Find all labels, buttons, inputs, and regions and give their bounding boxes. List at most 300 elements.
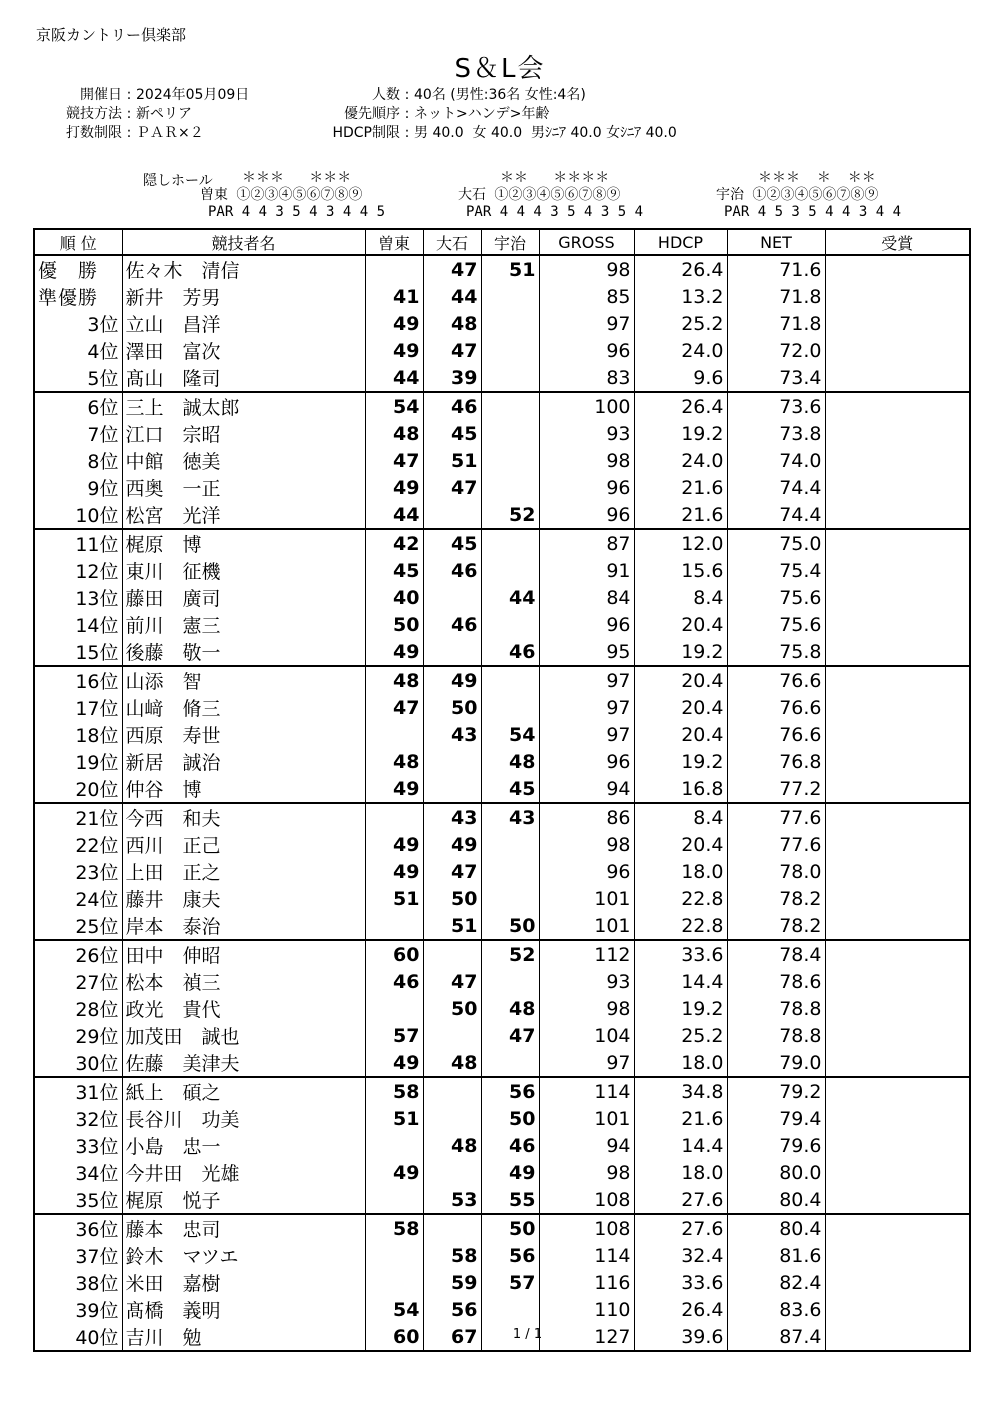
award-cell xyxy=(825,694,970,721)
score-uji xyxy=(481,694,539,721)
gross-cell: 83 xyxy=(539,364,634,392)
hdcp-cell: 22.8 xyxy=(634,885,727,912)
rank-cell: 8位 xyxy=(34,447,122,474)
gross-cell: 96 xyxy=(539,858,634,885)
rank-cell: 18位 xyxy=(34,721,122,748)
award-cell xyxy=(825,310,970,337)
player-name: 後藤 敬一 xyxy=(122,638,365,666)
info-value: 新ペリア xyxy=(136,106,192,122)
score-oishi: 50 xyxy=(423,694,481,721)
player-name: 立山 昌洋 xyxy=(122,310,365,337)
info-value: ネット>ハンデ>年齢 xyxy=(414,106,550,122)
rank-cell: 13位 xyxy=(34,584,122,611)
score-sotou: 48 xyxy=(365,748,423,775)
score-uji: 50 xyxy=(481,912,539,940)
score-sotou: 58 xyxy=(365,1077,423,1105)
player-name: 新井 芳男 xyxy=(122,283,365,310)
score-oishi: 47 xyxy=(423,474,481,501)
rank-cell: 6位 xyxy=(34,392,122,420)
gross-cell: 97 xyxy=(539,721,634,748)
hidden-hole-label: 隠しホール xyxy=(143,173,213,189)
hdcp-cell: 16.8 xyxy=(634,775,727,803)
score-uji: 45 xyxy=(481,775,539,803)
net-cell: 87.4 xyxy=(727,1323,825,1351)
score-sotou: 47 xyxy=(365,447,423,474)
player-name: 上田 正之 xyxy=(122,858,365,885)
net-cell: 79.0 xyxy=(727,1049,825,1077)
table-row xyxy=(34,1242,970,1269)
score-oishi: 47 xyxy=(423,255,481,283)
score-uji: 43 xyxy=(481,803,539,831)
player-name: 西奥 一正 xyxy=(122,474,365,501)
course-par: PAR 4 4 4 3 5 4 3 5 4 xyxy=(466,204,644,220)
hdcp-cell: 15.6 xyxy=(634,557,727,584)
score-sotou: 51 xyxy=(365,885,423,912)
table-row xyxy=(34,1296,970,1323)
results-body xyxy=(34,255,970,1351)
score-uji: 52 xyxy=(481,501,539,529)
net-cell: 77.6 xyxy=(727,803,825,831)
rank-cell: 26位 xyxy=(34,940,122,968)
info-value: 40名 (男性:36名 女性:4名) xyxy=(414,87,586,103)
score-uji: 54 xyxy=(481,721,539,748)
net-cell: 79.6 xyxy=(727,1132,825,1159)
hdcp-cell: 19.2 xyxy=(634,748,727,775)
table-row xyxy=(34,337,970,364)
award-cell xyxy=(825,803,970,831)
gross-cell: 98 xyxy=(539,1159,634,1186)
hdcp-cell: 18.0 xyxy=(634,1049,727,1077)
info-label: 競技方法 xyxy=(66,106,122,122)
table-row xyxy=(34,1022,970,1049)
header-4: 大石 xyxy=(423,229,481,255)
rank-cell: 31位 xyxy=(34,1077,122,1105)
score-sotou: 54 xyxy=(365,1296,423,1323)
table-row xyxy=(34,611,970,638)
results-table xyxy=(33,228,971,1352)
score-oishi: 47 xyxy=(423,337,481,364)
score-oishi: 46 xyxy=(423,611,481,638)
award-cell xyxy=(825,1022,970,1049)
player-name: 吉川 勉 xyxy=(122,1323,365,1351)
net-cell: 82.4 xyxy=(727,1269,825,1296)
rank-cell: 7位 xyxy=(34,420,122,447)
award-cell xyxy=(825,337,970,364)
net-cell: 73.4 xyxy=(727,364,825,392)
net-cell: 81.6 xyxy=(727,1242,825,1269)
net-cell: 75.4 xyxy=(727,557,825,584)
gross-cell: 97 xyxy=(539,1049,634,1077)
score-sotou xyxy=(365,912,423,940)
rank-cell: 準優勝 xyxy=(34,283,122,310)
gross-cell: 94 xyxy=(539,1132,634,1159)
rank-cell: 11位 xyxy=(34,529,122,557)
rank-cell: 34位 xyxy=(34,1159,122,1186)
header-2: 競技者名 xyxy=(122,229,365,255)
hdcp-cell: 33.6 xyxy=(634,940,727,968)
hdcp-cell: 20.4 xyxy=(634,831,727,858)
gross-cell: 114 xyxy=(539,1077,634,1105)
table-row xyxy=(34,858,970,885)
header-9: 受賞 xyxy=(825,229,970,255)
rank-cell: 32位 xyxy=(34,1105,122,1132)
table-row xyxy=(34,748,970,775)
player-name: 仲谷 博 xyxy=(122,775,365,803)
hdcp-cell: 19.2 xyxy=(634,638,727,666)
info-label: 優先順序 xyxy=(344,106,400,122)
table-row xyxy=(34,447,970,474)
hdcp-cell: 19.2 xyxy=(634,995,727,1022)
net-cell: 77.6 xyxy=(727,831,825,858)
rank-cell: 29位 xyxy=(34,1022,122,1049)
player-name: 今西 和夫 xyxy=(122,803,365,831)
score-uji xyxy=(481,885,539,912)
course-holes: 宇治 ①②③④⑤⑥⑦⑧⑨ xyxy=(716,187,879,203)
info-value: 2024年05月09日 xyxy=(136,87,250,103)
hdcp-cell: 18.0 xyxy=(634,858,727,885)
rank-cell: 10位 xyxy=(34,501,122,529)
rank-cell: 39位 xyxy=(34,1296,122,1323)
player-name: 政光 貴代 xyxy=(122,995,365,1022)
table-row xyxy=(34,283,970,310)
net-cell: 71.8 xyxy=(727,310,825,337)
score-oishi: 59 xyxy=(423,1269,481,1296)
score-oishi: 45 xyxy=(423,529,481,557)
table-row xyxy=(34,364,970,392)
player-name: 藤田 廣司 xyxy=(122,584,365,611)
award-cell xyxy=(825,748,970,775)
net-cell: 79.4 xyxy=(727,1105,825,1132)
hdcp-cell: 18.0 xyxy=(634,1159,727,1186)
hdcp-cell: 14.4 xyxy=(634,1132,727,1159)
gross-cell: 94 xyxy=(539,775,634,803)
header-8: NET xyxy=(727,229,825,255)
gross-cell: 96 xyxy=(539,748,634,775)
score-oishi xyxy=(423,1105,481,1132)
hdcp-cell: 22.8 xyxy=(634,912,727,940)
gross-cell: 96 xyxy=(539,474,634,501)
award-cell xyxy=(825,666,970,694)
net-cell: 74.4 xyxy=(727,474,825,501)
score-uji xyxy=(481,666,539,694)
hdcp-cell: 26.4 xyxy=(634,392,727,420)
net-cell: 78.0 xyxy=(727,858,825,885)
hdcp-cell: 26.4 xyxy=(634,1296,727,1323)
hdcp-cell: 14.4 xyxy=(634,968,727,995)
score-sotou xyxy=(365,255,423,283)
gross-cell: 101 xyxy=(539,912,634,940)
net-cell: 76.8 xyxy=(727,748,825,775)
award-cell xyxy=(825,1049,970,1077)
hdcp-cell: 26.4 xyxy=(634,255,727,283)
net-cell: 72.0 xyxy=(727,337,825,364)
score-uji: 57 xyxy=(481,1269,539,1296)
net-cell: 78.8 xyxy=(727,995,825,1022)
score-oishi: 50 xyxy=(423,885,481,912)
player-name: 藤井 康夫 xyxy=(122,885,365,912)
header-6: GROSS xyxy=(539,229,634,255)
score-sotou: 46 xyxy=(365,968,423,995)
score-oishi xyxy=(423,748,481,775)
header-7: HDCP xyxy=(634,229,727,255)
hdcp-cell: 34.8 xyxy=(634,1077,727,1105)
gross-cell: 98 xyxy=(539,831,634,858)
gross-cell: 93 xyxy=(539,968,634,995)
table-row xyxy=(34,831,970,858)
score-uji: 50 xyxy=(481,1105,539,1132)
table-row xyxy=(34,940,970,968)
info-row xyxy=(300,105,677,124)
award-cell xyxy=(825,858,970,885)
rank-cell: 38位 xyxy=(34,1269,122,1296)
table-row xyxy=(34,420,970,447)
rank-cell: 12位 xyxy=(34,557,122,584)
player-name: 山添 智 xyxy=(122,666,365,694)
score-uji: 48 xyxy=(481,748,539,775)
info-row xyxy=(52,86,249,105)
score-sotou xyxy=(365,803,423,831)
gross-cell: 98 xyxy=(539,447,634,474)
score-uji xyxy=(481,557,539,584)
rank-cell: 30位 xyxy=(34,1049,122,1077)
score-sotou: 50 xyxy=(365,611,423,638)
course-block-3 xyxy=(716,170,901,221)
score-oishi: 51 xyxy=(423,912,481,940)
course-par: PAR 4 5 3 5 4 4 3 4 4 xyxy=(724,204,902,220)
net-cell: 71.8 xyxy=(727,283,825,310)
net-cell: 80.4 xyxy=(727,1214,825,1242)
info-value: ＰＡＲ×２ xyxy=(136,125,204,141)
player-name: 紙上 碩之 xyxy=(122,1077,365,1105)
info-separator: : xyxy=(126,87,132,103)
table-row xyxy=(34,557,970,584)
course-par-info xyxy=(0,170,1000,226)
table-row xyxy=(34,666,970,694)
rank-cell: 9位 xyxy=(34,474,122,501)
score-oishi xyxy=(423,1214,481,1242)
info-separator: : xyxy=(404,87,410,103)
award-cell xyxy=(825,1186,970,1214)
rank-cell: 23位 xyxy=(34,858,122,885)
table-row xyxy=(34,310,970,337)
score-uji xyxy=(481,392,539,420)
rank-cell: 25位 xyxy=(34,912,122,940)
header-5: 宇治 xyxy=(481,229,539,255)
score-sotou: 57 xyxy=(365,1022,423,1049)
player-name: 三上 誠太郎 xyxy=(122,392,365,420)
net-cell: 78.8 xyxy=(727,1022,825,1049)
hdcp-cell: 20.4 xyxy=(634,694,727,721)
hdcp-cell: 27.6 xyxy=(634,1214,727,1242)
hdcp-cell: 21.6 xyxy=(634,474,727,501)
award-cell xyxy=(825,831,970,858)
score-oishi xyxy=(423,501,481,529)
gross-cell: 114 xyxy=(539,1242,634,1269)
score-oishi xyxy=(423,775,481,803)
gross-cell: 96 xyxy=(539,611,634,638)
gross-cell: 97 xyxy=(539,694,634,721)
score-uji xyxy=(481,831,539,858)
score-oishi: 49 xyxy=(423,666,481,694)
award-cell xyxy=(825,283,970,310)
net-cell: 73.6 xyxy=(727,392,825,420)
net-cell: 76.6 xyxy=(727,694,825,721)
info-separator: : xyxy=(126,125,132,141)
net-cell: 76.6 xyxy=(727,721,825,748)
award-cell xyxy=(825,557,970,584)
hdcp-cell: 8.4 xyxy=(634,803,727,831)
table-row xyxy=(34,1159,970,1186)
hdcp-cell: 27.6 xyxy=(634,1186,727,1214)
score-uji xyxy=(481,283,539,310)
table-row xyxy=(34,1105,970,1132)
award-cell xyxy=(825,529,970,557)
rank-cell: 40位 xyxy=(34,1323,122,1351)
gross-cell: 98 xyxy=(539,995,634,1022)
net-cell: 78.6 xyxy=(727,968,825,995)
gross-cell: 98 xyxy=(539,255,634,283)
player-name: 田中 伸昭 xyxy=(122,940,365,968)
rank-cell: 37位 xyxy=(34,1242,122,1269)
score-oishi: 47 xyxy=(423,858,481,885)
gross-cell: 116 xyxy=(539,1269,634,1296)
player-name: 髙山 隆司 xyxy=(122,364,365,392)
gross-cell: 97 xyxy=(539,666,634,694)
award-cell xyxy=(825,940,970,968)
score-uji: 51 xyxy=(481,255,539,283)
table-row xyxy=(34,1049,970,1077)
player-name: 西原 寿世 xyxy=(122,721,365,748)
score-uji: 47 xyxy=(481,1022,539,1049)
table-row xyxy=(34,1186,970,1214)
score-sotou: 49 xyxy=(365,337,423,364)
club-name: 京阪カントリー倶楽部 xyxy=(36,26,187,44)
rank-cell: 36位 xyxy=(34,1214,122,1242)
hdcp-cell: 20.4 xyxy=(634,666,727,694)
course-par: PAR 4 4 3 5 4 3 4 4 5 xyxy=(208,204,386,220)
info-label: 人数 xyxy=(372,87,400,103)
score-sotou: 41 xyxy=(365,283,423,310)
info-row xyxy=(52,124,249,143)
net-cell: 80.4 xyxy=(727,1186,825,1214)
table-row xyxy=(34,474,970,501)
course-stars: ＊＊ ＊＊＊＊ xyxy=(500,170,610,186)
player-name: 今井田 光雄 xyxy=(122,1159,365,1186)
player-name: 新居 誠治 xyxy=(122,748,365,775)
player-name: 山﨑 脩三 xyxy=(122,694,365,721)
award-cell xyxy=(825,638,970,666)
player-name: 松本 禎三 xyxy=(122,968,365,995)
rank-cell: 24位 xyxy=(34,885,122,912)
gross-cell: 93 xyxy=(539,420,634,447)
course-stars: ＊＊＊ ＊ ＊＊ xyxy=(758,170,876,186)
score-uji: 52 xyxy=(481,940,539,968)
table-header-row xyxy=(34,229,970,255)
score-uji: 48 xyxy=(481,995,539,1022)
gross-cell: 96 xyxy=(539,501,634,529)
score-oishi: 43 xyxy=(423,803,481,831)
score-oishi: 58 xyxy=(423,1242,481,1269)
player-name: 佐藤 美津夫 xyxy=(122,1049,365,1077)
table-row xyxy=(34,255,970,283)
gross-cell: 101 xyxy=(539,885,634,912)
award-cell xyxy=(825,447,970,474)
score-uji xyxy=(481,420,539,447)
course-stars: ＊＊＊ ＊＊＊ xyxy=(242,170,352,186)
info-separator: : xyxy=(404,106,410,122)
player-name: 梶原 悦子 xyxy=(122,1186,365,1214)
net-cell: 76.6 xyxy=(727,666,825,694)
player-name: 岸本 泰治 xyxy=(122,912,365,940)
course-holes: 大石 ①②③④⑤⑥⑦⑧⑨ xyxy=(458,187,621,203)
table-row xyxy=(34,1132,970,1159)
score-uji xyxy=(481,474,539,501)
score-sotou xyxy=(365,1242,423,1269)
rank-cell: 15位 xyxy=(34,638,122,666)
player-name: 澤田 富次 xyxy=(122,337,365,364)
course-block-1 xyxy=(200,170,385,221)
score-oishi: 67 xyxy=(423,1323,481,1351)
player-name: 松宮 光洋 xyxy=(122,501,365,529)
gross-cell: 84 xyxy=(539,584,634,611)
score-uji xyxy=(481,858,539,885)
score-uji xyxy=(481,611,539,638)
hdcp-cell: 20.4 xyxy=(634,721,727,748)
player-name: 西川 正己 xyxy=(122,831,365,858)
net-cell: 75.8 xyxy=(727,638,825,666)
hdcp-cell: 24.0 xyxy=(634,337,727,364)
rank-cell: 優 勝 xyxy=(34,255,122,283)
info-row xyxy=(52,105,249,124)
hdcp-cell: 21.6 xyxy=(634,1105,727,1132)
rank-cell: 35位 xyxy=(34,1186,122,1214)
award-cell xyxy=(825,1214,970,1242)
table-row xyxy=(34,885,970,912)
table-row xyxy=(34,529,970,557)
rank-cell: 33位 xyxy=(34,1132,122,1159)
award-cell xyxy=(825,501,970,529)
gross-cell: 108 xyxy=(539,1186,634,1214)
course-block-2 xyxy=(458,170,643,221)
score-uji: 56 xyxy=(481,1077,539,1105)
score-uji: 46 xyxy=(481,1132,539,1159)
page-title: S＆L会 xyxy=(454,54,546,84)
gross-cell: 91 xyxy=(539,557,634,584)
net-cell: 74.0 xyxy=(727,447,825,474)
table-row xyxy=(34,694,970,721)
gross-cell: 101 xyxy=(539,1105,634,1132)
gross-cell: 86 xyxy=(539,803,634,831)
header-1: 順 位 xyxy=(34,229,122,255)
table-row xyxy=(34,584,970,611)
score-oishi xyxy=(423,584,481,611)
net-cell: 79.2 xyxy=(727,1077,825,1105)
score-sotou: 48 xyxy=(365,666,423,694)
net-cell: 75.0 xyxy=(727,529,825,557)
score-uji xyxy=(481,1049,539,1077)
player-name: 髙橋 義明 xyxy=(122,1296,365,1323)
table-row xyxy=(34,1214,970,1242)
award-cell xyxy=(825,255,970,283)
table-row xyxy=(34,392,970,420)
gross-cell: 87 xyxy=(539,529,634,557)
hdcp-cell: 20.4 xyxy=(634,611,727,638)
net-cell: 80.0 xyxy=(727,1159,825,1186)
score-oishi: 53 xyxy=(423,1186,481,1214)
rank-cell: 5位 xyxy=(34,364,122,392)
player-name: 佐々木 清信 xyxy=(122,255,365,283)
score-oishi xyxy=(423,1159,481,1186)
